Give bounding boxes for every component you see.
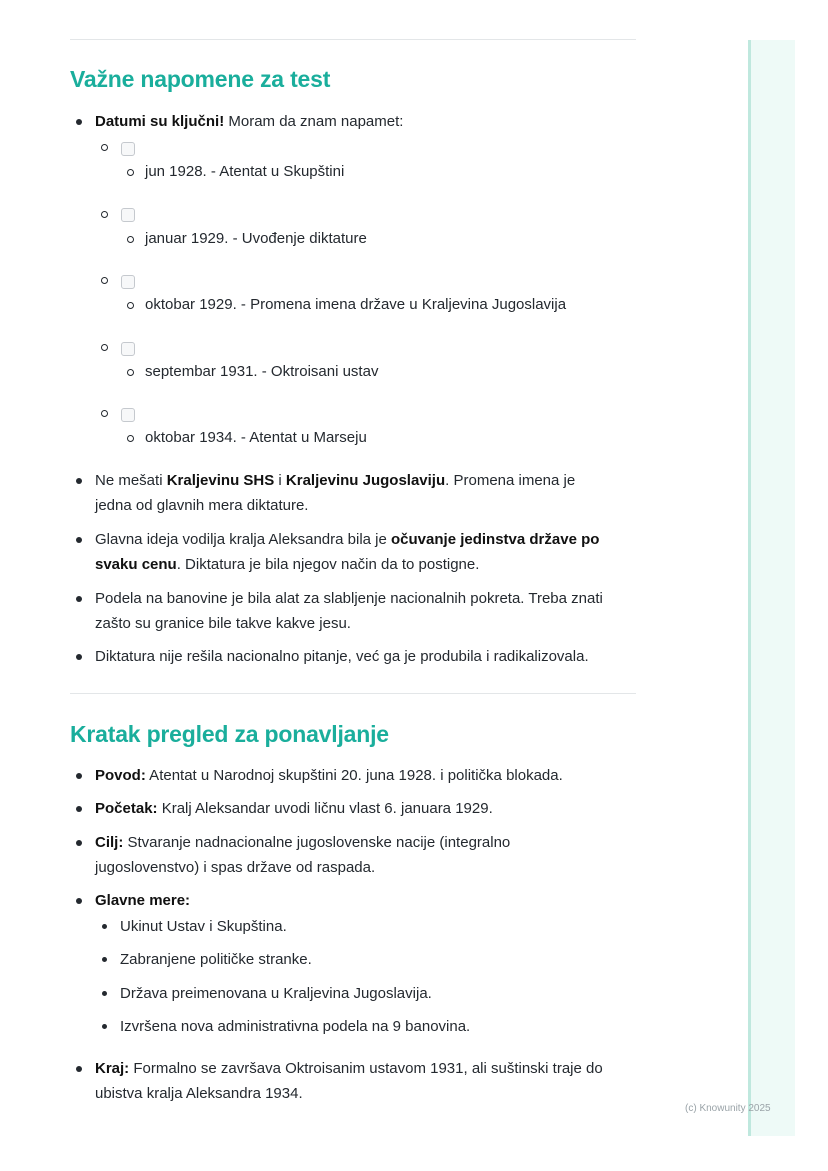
bold-label: Kraj: xyxy=(95,1060,130,1077)
bold-text: svaku cenu xyxy=(95,556,177,573)
list-item-nacionalno: Diktatura nije rešila nacionalno pitanje, već ga je produbila i radikalizovala. xyxy=(95,648,589,665)
list-item-povod xyxy=(95,763,563,788)
text: i xyxy=(274,472,286,489)
bullet-circle xyxy=(101,211,108,218)
top-divider xyxy=(70,39,636,40)
mere-item: Izvršena nova administrativna podela na 9 banovina. xyxy=(120,1018,471,1035)
mere-item: Ukinut Ustav i Skupština. xyxy=(120,918,287,935)
text: Formalno se završava Oktroisanim ustavom 1931, ali suštinski traje do xyxy=(129,1060,603,1077)
bold-text: Kraljevinu Jugoslaviju xyxy=(285,472,446,489)
text: Atentat u Narodnoj skupštini 20. juna 1928. i politička blokada. xyxy=(145,767,563,784)
bullet-circle xyxy=(127,236,134,243)
bullet-dot xyxy=(76,119,82,125)
text: . Promena imena je xyxy=(445,472,576,489)
bold-text: očuvanje jedinstva države po xyxy=(391,531,600,548)
bullet-circle xyxy=(101,410,108,417)
list-item-banovine-cont: zašto su granice bile takve kakve jesu. xyxy=(95,615,351,632)
bullet-circle xyxy=(101,144,108,151)
page-side-panel xyxy=(748,40,795,1136)
bullet-circle xyxy=(127,169,134,176)
bullet-dot xyxy=(76,654,82,660)
text: Stvaranje nadnacionalne jugoslovenske nacije (integralno xyxy=(123,834,511,851)
task-checkbox[interactable] xyxy=(121,342,135,356)
copyright-footer: (c) Knowunity 2025 xyxy=(685,1103,771,1114)
date-item: januar 1929. - Uvođenje diktature xyxy=(145,230,367,247)
task-checkbox[interactable] xyxy=(121,275,135,289)
bullet-dot xyxy=(76,478,82,484)
task-checkbox[interactable] xyxy=(121,408,135,422)
list-item-cilj xyxy=(95,830,510,855)
list-item-shs-cont: jedna od glavnih mera diktature. xyxy=(95,497,309,514)
list-item-ideja-cont xyxy=(95,552,479,577)
bold-label: Glavne mere: xyxy=(95,892,191,909)
text: Ne mešati xyxy=(95,472,167,489)
bullet-dot xyxy=(102,1024,107,1029)
bullet-dot xyxy=(76,537,82,543)
list-item-kraj-cont: ubistva kralja Aleksandra 1934. xyxy=(95,1085,303,1102)
bold-label: Početak: xyxy=(95,800,158,817)
bullet-circle xyxy=(127,435,134,442)
list-item-kraj xyxy=(95,1056,603,1081)
text: Kralj Aleksandar uvodi ličnu vlast 6. januara 1929. xyxy=(157,800,493,817)
task-checkbox[interactable] xyxy=(121,142,135,156)
bullet-circle xyxy=(127,369,134,376)
list-item-mere xyxy=(95,888,190,913)
text: . Diktatura je bila njegov način da to postigne. xyxy=(176,556,480,573)
list-item-pocetak xyxy=(95,796,493,821)
date-item: oktobar 1934. - Atentat u Marseju xyxy=(145,429,367,446)
bold-text: Kraljevinu SHS xyxy=(166,472,275,489)
list-item-shs xyxy=(95,468,575,493)
bullet-dot xyxy=(76,840,82,846)
bullet-dot xyxy=(76,596,82,602)
bullet-dot xyxy=(102,991,107,996)
bullet-dot xyxy=(76,1066,82,1072)
bullet-dot xyxy=(102,957,107,962)
mere-item: Zabranjene političke stranke. xyxy=(120,951,312,968)
task-checkbox[interactable] xyxy=(121,208,135,222)
bullet-dot xyxy=(76,898,82,904)
list-item-ideja xyxy=(95,527,599,552)
date-item: septembar 1931. - Oktroisani ustav xyxy=(145,363,379,380)
mere-item: Država preimenovana u Kraljevina Jugoslavija. xyxy=(120,985,432,1002)
bullet-dot xyxy=(76,773,82,779)
date-item: jun 1928. - Atentat u Skupštini xyxy=(145,163,345,180)
section-title-napomene: Važne napomene za test xyxy=(70,66,331,92)
list-item-datumi xyxy=(95,109,403,134)
list-item-cilj-cont: jugoslovenstvo) i spas države od raspada. xyxy=(95,859,376,876)
section-divider xyxy=(70,693,636,694)
bullet-dot xyxy=(102,924,107,929)
bullet-circle xyxy=(101,344,108,351)
bullet-circle xyxy=(101,277,108,284)
list-item-banovine: Podela na banovine je bila alat za slabljenje nacionalnih pokreta. Treba znati xyxy=(95,590,603,607)
text: Glavna ideja vodilja kralja Aleksandra bila je xyxy=(95,531,392,548)
bold-text: Datumi su ključni! xyxy=(95,113,225,130)
date-item: oktobar 1929. - Promena imena države u Kraljevina Jugoslavija xyxy=(145,296,567,313)
text: Moram da znam napamet: xyxy=(224,113,404,130)
bullet-dot xyxy=(76,806,82,812)
bold-label: Povod: xyxy=(95,767,146,784)
section-title-pregled: Kratak pregled za ponavljanje xyxy=(70,721,389,747)
bullet-circle xyxy=(127,302,134,309)
bold-label: Cilj: xyxy=(95,834,124,851)
